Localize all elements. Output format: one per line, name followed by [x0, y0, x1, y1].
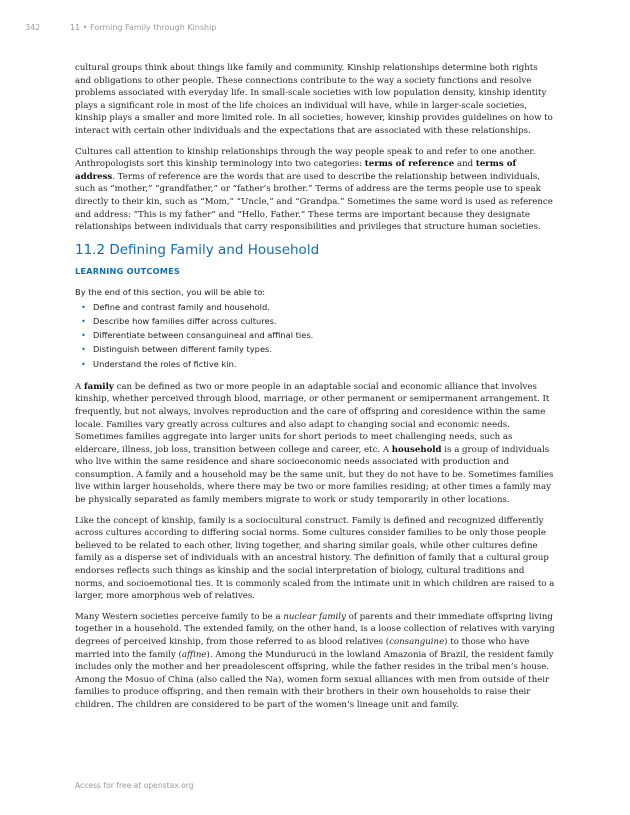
text-run: is a group of individuals who live within the same residence and share socioeconomic needs associated with production and consumption. A family and a household may be the same unit, but they do not have to be. Sometimes families live within larger households, where there may be two or more families residing; at other times a family may be physically separated as family members migrate to work or study temporarily in other locations. [75, 444, 554, 506]
page-content [75, 62, 555, 720]
term-of-address[interactable]: terms of address [75, 159, 517, 182]
page-footer[interactable]: Access for free at openstax.org [75, 781, 194, 790]
text-run: Many Western societies perceive family to be a [75, 611, 284, 622]
term-affine: affine [181, 649, 207, 660]
text-run: can be defined as two or more people in an adaptable social and economic alliance that involves kinship, whether perceived through blood, marriage, or other permanent or semipermanent arrangement. It frequently, but not always, involves reproduction and the care of offspring and coresidence within the same locale. Families vary greatly across cultures and also adapt to changing social and economic needs. Sometimes families aggregate into larger units for short periods to meet challenging needs, such as eldercare, illness, job loss, transition between college and career, etc. A [75, 381, 550, 455]
term-household[interactable]: household [391, 444, 442, 455]
text-run: of parents and their immediate offspring living together in a household. The extended family, on the other hand, is a loose collection of relatives with varying degrees of perceived kinship, from those referred to as blood relatives ( [75, 611, 555, 648]
paragraph-family-construct: Like the concept of kinship, family is a sociocultural construct. Family is defined and recognized differently across cultures according to differing social norms. Some cultures consider families to be only those people believed to be related to each other, living together, and sharing similar goals, while other cultures define family as a disperse set of individuals with an ancestral history. The definition of family that a cultural group endorses reflects such things as kinship and the social interpretation of biology, cultural traditions and norms, and socioemotional ties. It is commonly scaled from the intimate unit in which children are raised to a larger, more amorphous web of relatives. [75, 515, 555, 602]
page-number: 342 [25, 23, 41, 32]
section-title: 11.2 Defining Family and Household [75, 241, 320, 258]
term-consanguine: consanguine [389, 637, 445, 648]
running-title: 11 • Forming Family through Kinship [70, 23, 217, 32]
outcome-item: • Differentiate between consanguineal and affinal ties. [75, 328, 555, 342]
text-run: ). Among the Mundurucú in the lowland Amazonia of Brazil, the resident family includes only the mother and her preadolescent offspring, while the father resides in the tribal men’s house. Among the Mosuo of China (also called the Na), women form sexual alliances with men from outside of their families to produce offspring, and then remain with their brothers in their own households to raise their children. The children are considered to be part of the women’s lineage unit and family. [75, 649, 554, 710]
outcome-item: • Understand the roles of fictive kin. [75, 357, 555, 371]
term-nuclear-family: nuclear family [283, 611, 346, 622]
paragraph-family-types [75, 611, 555, 712]
learning-outcomes-intro: By the end of this section, you will be able to: [75, 286, 266, 297]
term-of-reference[interactable]: terms of reference [364, 159, 455, 170]
learning-outcomes-list [75, 300, 555, 371]
paragraph-family-definition [75, 381, 555, 507]
text-run: Cultures call attention to kinship relationships through the way people speak to and refer to one another. Anthropologists sort this kinship terminology into two categories: [75, 146, 536, 170]
term-family[interactable]: family [83, 381, 114, 392]
paragraph-kinship-terms [75, 146, 555, 234]
running-header [25, 23, 610, 32]
paragraph-kinship-intro: cultural groups think about things like family and community. Kinship relationships determine both rights and obligations to other people. These connections contribute to the way a society functions and resolve problems associated with everyday life. In small-scale societies with low population density, kinship identity plays a significant role in most of the life choices an individual will have, while in larger-scale societies, kinship plays a smaller and more limited role. In all societies, however, kinship provides guidelines on how to interact with certain other individuals and the expectations that are associated with these relationships. [75, 63, 553, 136]
text-run: . Terms of reference are the words that are used to describe the relationship between individuals, such as “mother,” “grandfather,” or “father’s brother.” Terms of address are the terms people use to speak directly to their kin, such as “Mom,” “Uncle,” and “Grandpa.” Sometimes the same word is used as reference and address: “This is my father” and “Hello, Father.” These terms are important because they designate relationships between individuals that carry responsibilities and privileges that structure human societies. [75, 171, 553, 233]
text-run: and [454, 159, 476, 170]
learning-outcomes-heading: LEARNING OUTCOMES [75, 265, 180, 276]
outcome-item: • Define and contrast family and household. [75, 300, 555, 314]
text-run: ) to those who have married into the family ( [75, 637, 530, 660]
outcome-item: • Describe how families differ across cultures. [75, 314, 555, 328]
outcome-item: • Distinguish between different family types. [75, 342, 555, 356]
text-run: A [75, 381, 84, 392]
